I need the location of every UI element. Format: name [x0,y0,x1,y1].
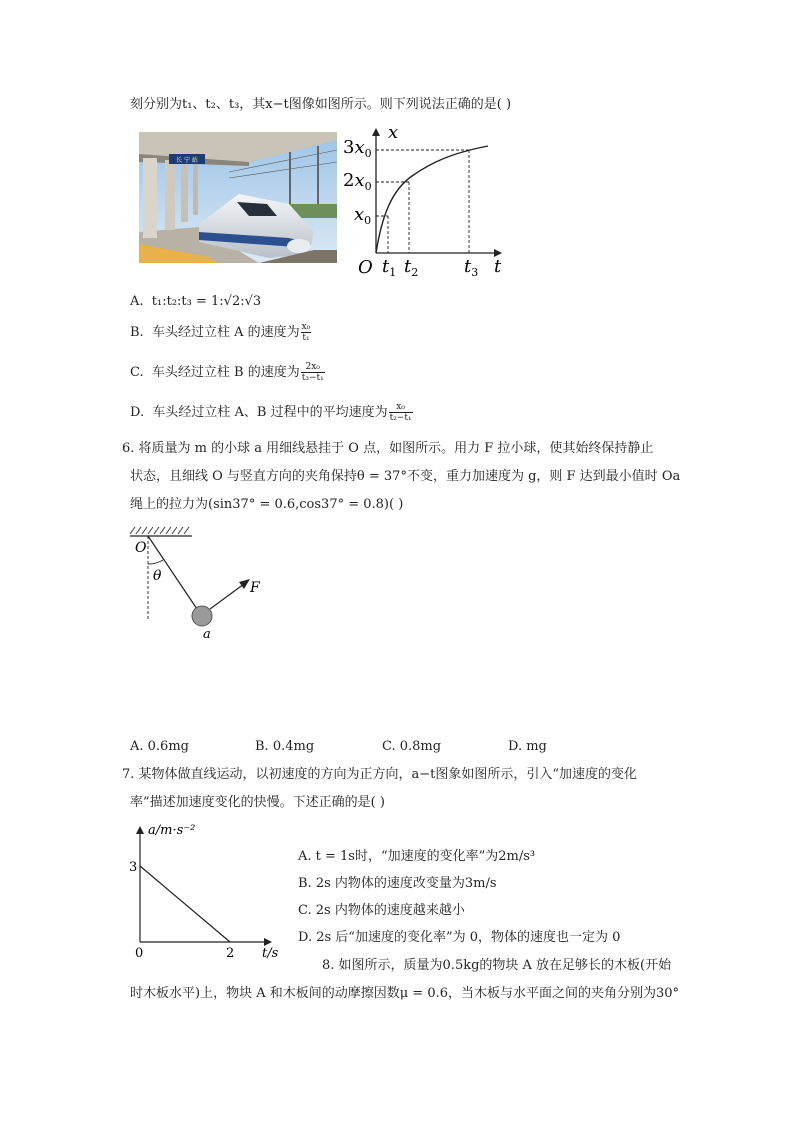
fraction: $\frac{\text{x₀}}{\text{t₁}}$ [301,322,311,343]
tick-t1: $t_1$ [382,256,397,279]
tick-3: 3 [129,860,138,875]
a-t-graph [124,818,294,968]
t-axis-label: t/s [262,946,279,961]
q6-option-c[interactable]: C. 0.8mg [382,739,442,754]
fraction: $\frac{\text{x₀}}{\text{t₂−t₁}}$ [389,402,412,423]
train-photo [139,132,337,263]
q7-line-1: 7. 某物体做直线运动，以初速度的方向为正方向，a−t图象如图所示，引入“加速度的变化 [122,767,638,782]
q5-option-c[interactable]: C. 车头经过立柱 B 的速度为 $\frac{\text{2x₀}}{\text{t₃−t₁}}$ [130,362,324,383]
label-o: O [135,540,147,556]
station-sign: 长 宁 站 [176,157,198,164]
q5-option-a[interactable]: A. t₁:t₂:t₃ = 1:√2:√3 [130,294,262,309]
tick-t2: $t_2$ [404,256,419,279]
fraction: $\frac{\text{2x₀}}{\text{t₃−t₁}}$ [301,362,324,383]
x-axis-label-x: x [388,122,399,143]
label-a: a [203,627,211,642]
q7-option-c[interactable]: C. 2s 内物体的速度越来越小 [298,903,465,918]
q7-option-b[interactable]: B. 2s 内物体的速度改变量为3m/s [298,876,497,891]
q6-line-1: 6. 将质量为 m 的小球 a 用细线悬挂于 O 点，如图所示。用力 F 拉小球，使其始终保持静止 [122,441,654,456]
label-theta: θ [153,568,162,584]
q6-line-2: 状态，且细线 O 与竖直方向的夹角保持θ = 37°不变，重力加速度为 g，则 F 达到最小值时 Oa [130,469,681,484]
q8-line-2: 时木板水平)上，物块 A 和木板间的动摩擦因数μ = 0.6，当木板与水平面之间的夹角分别为30° [130,986,680,1001]
q5-option-d[interactable]: D. 车头经过立柱 A、B 过程中的平均速度为 $\frac{\text{x₀}}{\text{t₂−t₁}}$ [130,402,412,423]
origin-label: O [358,257,373,278]
label-f: F [250,580,260,596]
q6-option-b[interactable]: B. 0.4mg [255,739,315,754]
tick-2x0: $2x_0$ [343,170,372,193]
q6-line-3: 绳上的拉力为(sin37° = 0.6,cos37° = 0.8)( ) [130,497,404,512]
q7-option-d[interactable]: D. 2s 后“加速度的变化率”为 0，物体的速度也一定为 0 [298,930,621,945]
tick-t3: $t_3$ [464,256,479,279]
q5-intro: 刻分别为t₁、t₂、t₃，其x−t图像如图所示。则下列说法正确的是( ) [130,97,512,112]
q7-line-2: 率”描述加速度变化的快慢。下述正确的是( ) [130,795,385,810]
tick-0: 0 [135,946,144,961]
q7-option-a[interactable]: A. t = 1s时，“加速度的变化率”为2m/s³ [298,849,536,864]
a-axis-label: a/m·s⁻² [148,823,196,838]
q5-option-b[interactable]: B. 车头经过立柱 A 的速度为 $\frac{\text{x₀}}{\text{t₁}}$ [130,322,311,343]
q8-line-1: 8. 如图所示，质量为0.5kg的物块 A 放在足够长的木板(开始 [322,958,672,973]
tick-3x0: $3x_0$ [343,137,372,160]
t-axis-label: t [494,256,502,277]
q6-option-d[interactable]: D. mg [508,739,547,754]
tick-x0: $x_0$ [354,204,372,227]
tick-2: 2 [226,946,235,961]
q6-option-a[interactable]: A. 0.6mg [130,739,189,754]
pendulum-figure [126,524,276,644]
x-t-graph [343,120,512,280]
